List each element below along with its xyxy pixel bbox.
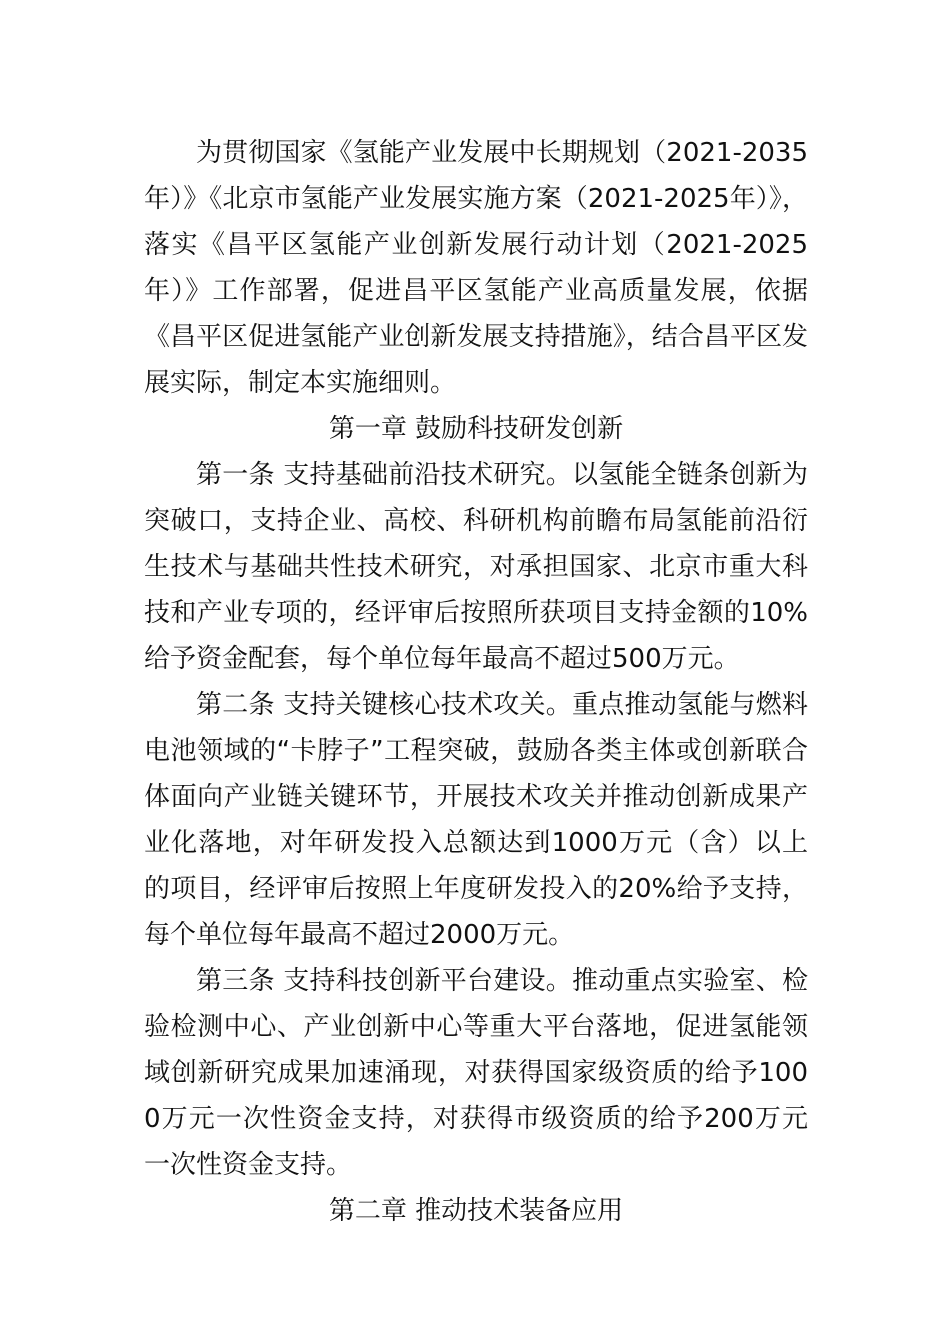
- article-3: 第三条 支持科技创新平台建设。推动重点实验室、检验检测中心、产业创新中心等重大平台落地，促进氢能领域创新研究成果加速涌现，对获得国家级资质的给予1000万元一次性资金支持，对获得市级资质的给予200万元一次性资金支持。: [144, 966, 808, 1180]
- chapter-2-heading: 第二章 推动技术装备应用: [328, 1196, 624, 1226]
- article-2: 第二条 支持关键核心技术攻关。重点推动氢能与燃料电池领域的“卡脖子”工程突破，鼓励各类主体或创新联合体面向产业链关键环节，开展技术攻关并推动创新成果产业化落地，对年研发投入总额达到1000万元（含）以上的项目，经评审后按照上年度研发投入的20%给予支持，每个单位每年最高不超过2000万元。: [144, 690, 808, 950]
- chapter-1-heading: 第一章 鼓励科技研发创新: [328, 414, 624, 444]
- document-body: [144, 130, 808, 1234]
- article-1: 第一条 支持基础前沿技术研究。以氢能全链条创新为突破口，支持企业、高校、科研机构前瞻布局氢能前沿衍生技术与基础共性技术研究，对承担国家、北京市重大科技和产业专项的，经评审后按照所获项目支持金额的10%给予资金配套，每个单位每年最高不超过500万元。: [144, 460, 808, 674]
- intro-paragraph: 为贯彻国家《氢能产业发展中长期规划（2021-2035年）》《北京市氢能产业发展实施方案（2021-2025年）》，落实《昌平区氢能产业创新发展行动计划（2021-2025年）》工作部署，促进昌平区氢能产业高质量发展，依据《昌平区促进氢能产业创新发展支持措施》，结合昌平区发展实际，制定本实施细则。: [144, 138, 808, 398]
